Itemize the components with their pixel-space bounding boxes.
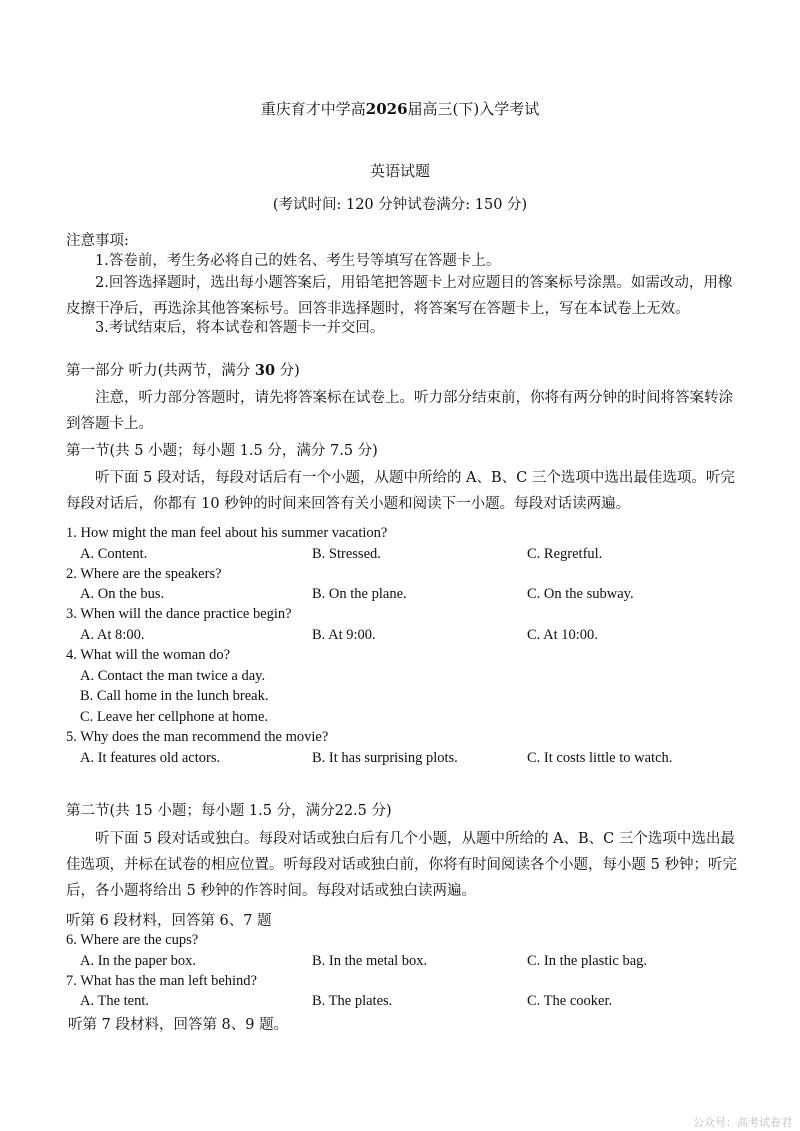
notice-item-1: 1.答卷前，考生务必将自己的姓名、考生号等填写在答题卡上。 (95, 253, 501, 269)
title-suffix: 届高三(下)入学考试 (407, 100, 540, 118)
question-7: 7. What has the man left behind? (66, 973, 257, 989)
section2-heading: 第二节(共 15 小题；每小题 1.5 分，满分22.5 分) (66, 803, 392, 819)
part1-note: 注意，听力部分答题时，请先将答案标在试卷上。听力部分结束前，你将有两分钟的时间将答案转涂到答题卡上。 (66, 390, 733, 432)
option-7b: B. The plates. (312, 993, 393, 1009)
option-4b: B. Call home in the lunch break. (80, 688, 269, 704)
option-2b: B. On the plane. (312, 586, 407, 602)
section1-heading: 第一节(共 5 小题；每小题 1.5 分，满分 7.5 分) (66, 443, 378, 459)
option-4c: C. Leave her cellphone at home. (80, 709, 269, 725)
option-3c: C. At 10:00. (527, 627, 598, 643)
option-4a: A. Contact the man twice a day. (80, 668, 266, 684)
option-1a: A. Content. (80, 546, 148, 562)
option-6a: A. In the paper box. (80, 953, 196, 969)
part1-heading-score: 30 (254, 362, 276, 379)
exam-title (0, 98, 800, 119)
option-7a: A. The tent. (80, 993, 149, 1009)
notice-heading: 注意事项: (66, 233, 129, 249)
exam-meta: (考试时间: 120 分钟试卷满分: 150 分) (272, 197, 528, 213)
question-3: 3. When will the dance practice begin? (66, 606, 292, 622)
section2-instructions: 听下面 5 段对话或独白。每段对话或独白后有几个小题，从题中所给的 A、B、C 三个选项中选出最佳选项，并标在试卷的相应位置。听每段对话或独白前，你将有时间阅读各个小题，每小题 5 秒钟；听完后，各小题将给出 5 秒钟的作答时间。每段对话或独白读两遍。 (66, 831, 737, 899)
material-7-label: 听第 7 段材料，回答第 8、9 题。 (68, 1017, 289, 1033)
option-3a: A. At 8:00. (80, 627, 145, 643)
option-2c: C. On the subway. (527, 586, 634, 602)
option-6c: C. In the plastic bag. (527, 953, 648, 969)
option-5c: C. It costs little to watch. (527, 750, 673, 766)
notice-item-2: 2.回答选择题时，选出每小题答案后，用铅笔把答题卡上对应题目的答案标号涂黑。如需改动，用橡皮擦干净后，再选涂其他答案标号。回答非选择题时，将答案写在答题卡上，写在本试卷上无效。 (66, 275, 733, 317)
title-prefix: 重庆育才中学高 (260, 100, 366, 118)
material-6-label: 听第 6 段材料，回答第 6、7 题 (66, 913, 272, 929)
option-6b: B. In the metal box. (312, 953, 428, 969)
option-1b: B. Stressed. (312, 546, 381, 562)
subject-title: 英语试题 (369, 162, 430, 180)
question-5: 5. Why does the man recommend the movie? (66, 729, 329, 745)
part1-heading (66, 358, 742, 384)
option-5a: A. It features old actors. (80, 750, 221, 766)
question-1: 1. How might the man feel about his summer vacation? (66, 525, 388, 541)
question-2: 2. Where are the speakers? (66, 566, 222, 582)
question-4: 4. What will the woman do? (66, 647, 231, 663)
option-3b: B. At 9:00. (312, 627, 376, 643)
option-7c: C. The cooker. (527, 993, 613, 1009)
watermark: 公众号：高考试卷君 (693, 1116, 792, 1129)
option-2a: A. On the bus. (80, 586, 165, 602)
title-year: 2026 (365, 100, 408, 118)
notice-item-3: 3.考试结束后，将本试卷和答题卡一并交回。 (95, 320, 385, 336)
section1-instructions: 听下面 5 段对话，每段对话后有一个小题，从题中所给的 A、B、C 三个选项中选出最佳选项。听完每段对话后，你都有 10 秒钟的时间来回答有关小题和阅读下一小题。每段对话读两遍。 (66, 470, 735, 512)
part1-heading-pre: 第一部分 听力(共两节，满分 (66, 363, 255, 379)
question-6: 6. Where are the cups? (66, 932, 199, 948)
option-5b: B. It has surprising plots. (312, 750, 458, 766)
part1-heading-post: 分) (275, 363, 300, 379)
option-1c: C. Regretful. (527, 546, 603, 562)
